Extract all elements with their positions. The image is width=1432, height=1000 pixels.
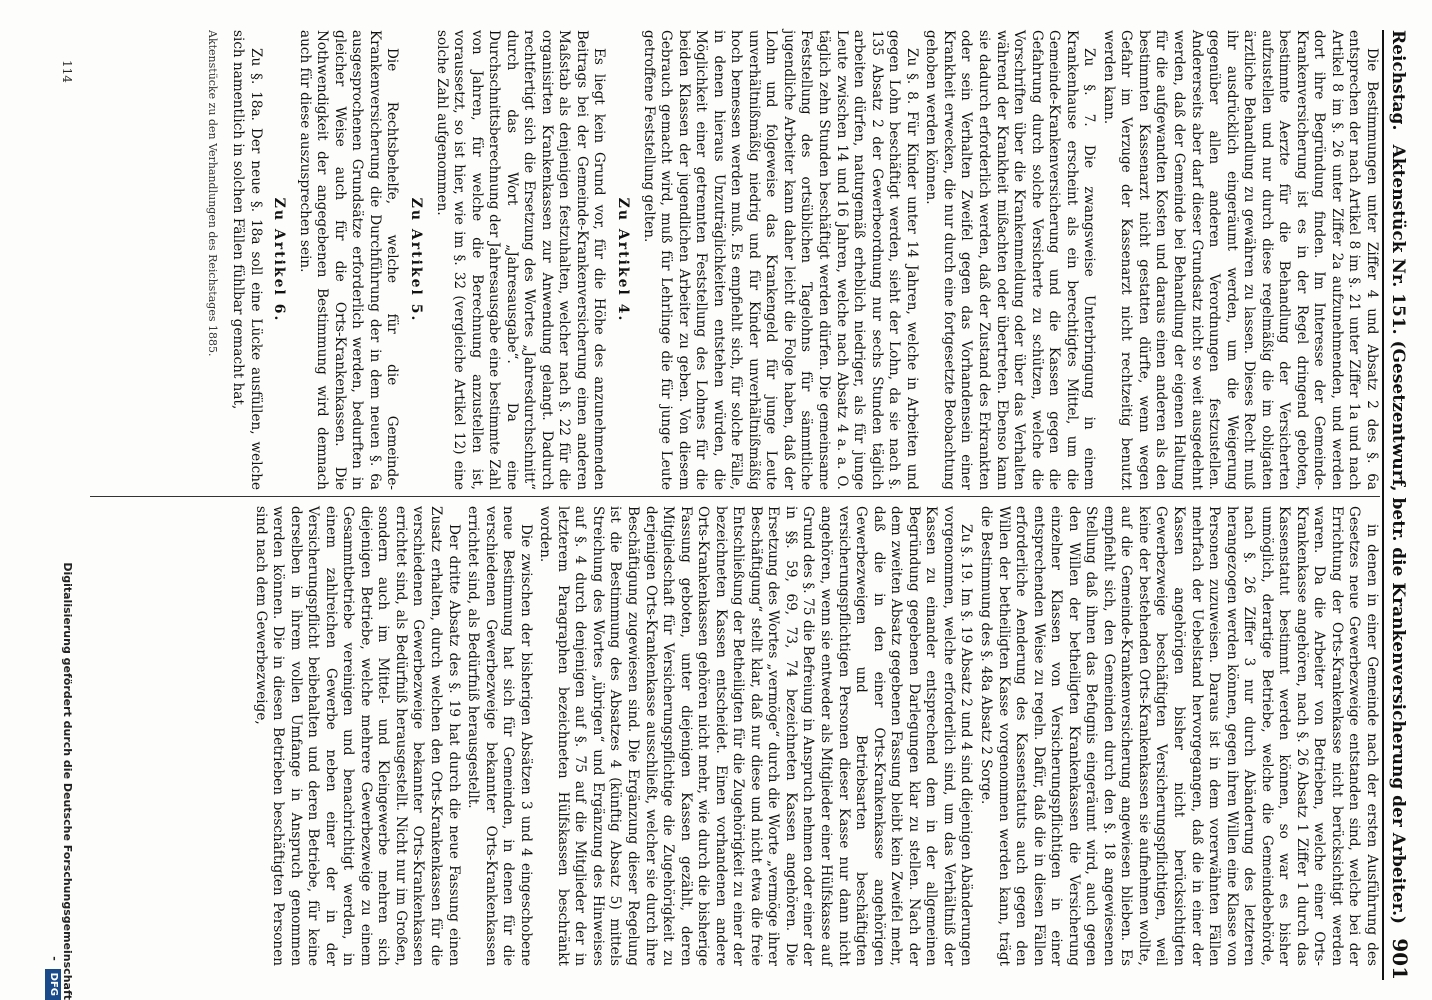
paragraph: Der dritte Absatz des §. 19 hat durch die neue Fassung einen Zusatz erhalten, durch welchen den Orts-Krankenkassen für die verschiedenen Gewerbezweige bekannter Orts-Krankenkassen errichtet sind, als Bedürfniß herausgestellt. Nicht nur im Großen, sondern auch im Mittel- und Kleingewerbe mehren sich diejenigen Betriebe, welche mehrere Gewerbezweige zu einem Gesammtbetriebe vereinigen und benachrichtigt werden, in einem zahlreichen Gewerbe neben einer der in der Versicherungspflicht beibehalten und deren Betriebe, für keine derselben in ihrem vollen Umfange in Anspruch genommen werden können. Die in diesen Betrieben beschäftigten Personen sind nach dem Gewerbezweige, — [252, 506, 462, 966]
paragraph: Die Bestimmungen unter Ziffer 4 und Absatz 2 des §. 6a entsprechen der nach Artikel 8 im §. 21 unter Ziffer 1a und nach Artikel 8 im §. 26 unter Ziffer 2a aufzunehmenden, und werden dort ihre Begründung finden. Im Interesse der Gemeinde-Krankenversicherung ist es in der Regel dringend geboten, bestimmte Aerzte für die Behandlung der Versicherten aufzustellen und nur durch diese regelmäßig die im obligaten ärztliche Behandlung zu gewähren zu lassen. Dieses Recht muß ihr ausdrücklich eingeräumt werden, um die Weigerung gegenüber allen anderen Verordnungen festzustellen. Andererseits aber darf dieser Grundsatz nicht so weit ausgedehnt werden, daß der Gemeinde bei Behandlung der eigenen Haltung für die aufgewandten Kosten und daraus einen anderen als den bestimmten Kassenarzt nicht gestatten dürfte, wenn wegen Gefahr im Verzuge der Kassenarzt nicht rechtzeitig benutzt werden kann. — [1100, 30, 1380, 490]
dfg-logo: DFG — [45, 969, 61, 1000]
section-heading: Zu Artikel 4. — [615, 197, 632, 323]
header-left: Reichstag. — [1388, 30, 1408, 131]
paragraph: Es liegt kein Grund vor, für die Höhe des anzunehmenden Beitrags bei der Gemeinde-Krankenversicherung einen anderen Maßstab als denjenigen festzuhalten, welcher nach §. 22 für die organisirten Krankenkassen zur Anwendung gelangt. Dadurch rechtfertigt sich die Ersetzung des Wortes „Jahresdurchschnitt“ durch das Wort „Jahresausgabe“. Da eine Durchschnittsberechnung der Jahresausgabe eine bestimmte Zahl von Jahren, für welche die Berechnung anzustellen ist, voraussetzt, so ist hier, wie im §. 32 (vergleiche Artikel 12) eine solche Zahl aufgenommen. — [433, 30, 608, 490]
page-header — [1382, 30, 1426, 980]
page-footer — [46, 0, 76, 1000]
digitization-text: Digitalisierung gefördert durch die Deutsche Forschungsgemeinschaft - — [48, 562, 74, 1000]
header-title: Aktenstück Nr. 151. (Gesetzentwurf, betr. die Krankenversicherung der Arbeiter.) — [1388, 144, 1408, 925]
paragraph: in denen in einer Gemeinde nach der ersten Ausführung des Gesetzes neue Gewerbezweige entstanden sind, welche bei der Errichtung der Orts-Krankenkasse nicht berücksichtigt werden waren. Da die Arbeiter von Betrieben, welche einer Orts-Krankenkasse angehören, nach §. 26 Absatz 1 Ziffer 1 durch das Kassenstatut bestimmt werden können, so war es bisher unmöglich, derartige Betriebe, welche die Gemeindebehörde, nach §. 26 Ziffer 3 nur durch Abänderung des letzteren herangezogen werden können, gegen ihren Willen eine Klasse von Personen zuzuweisen. Daraus ist in dem vorerwähnten Fällen mehrfach der Uebelstand hervorgegangen, daß die in einer der Kassen angehörigen bisher nicht berücksichtigten Gewerbezweige beschäftigten Versicherungspflichtigen, weil keine der bestehenden Orts-Krankenkassen sie aufnehmen wollte, auf die Gemeinde-Krankenversicherung angewiesen blieben. Es empfiehlt sich, den Gemeinden durch den §. 18 angewiesenen Stellung daß ihnen das Befugnis eingeräumt wird, auch gegen den Willen der betheiligten Krankenkassen die Versicherung einzelner Klassen von Versicherungspflichtigen in einer entsprechenden Weise zu regeln. Dafür, daß die in diesen Fällen erforderliche Aenderung des Kassenstatuts auch gegen den Willen der betheiligten Kasse vorgenommen werden kann, trägt die Bestimmung des §. 48a Absatz 2 Sorge. — [977, 506, 1380, 966]
paragraph: Zu §. 7. Die zwangsweise Unterbringung in einem Krankenhause erscheint als ein berechtigtes Mittel, um die Gemeinde-Krankenversicherung und die Kassen gegen die Gefahrung durch solche Versicherte zu schützen, welche die Vorschriften über die Krankenmeldung oder über das Verhalten während der Krankheit mißachten oder übertreten. Ebenso kann sie dadurch erforderlich werden, daß der Zustand des Erkrankten oder sein Verhalten Zweifel gegen das Vorhandensein einer Krankheit erwecken, die nur durch eine fortgesetzte Beobachtung gehoben werden können. — [923, 30, 1098, 490]
section-heading: Zu Artikel 5. — [408, 197, 425, 323]
paragraph: Die Rechtsbehelfe, welche für die Gemeinde-Krankenversicherung die Durchführung der in dem neuen §. 6a ausgesprochenen Grundsätze erforderlich werden, bedurften in gleicher Weise auch für die Orts-Krankenkassen. Die Nothwendigkeit der angegebenen Bestimmung wird demnach auch für diese auszusprechen sein. — [296, 30, 401, 490]
digitization-notice — [45, 560, 74, 1000]
paragraph: Zu §. 8. Für Kinder unter 14 Jahren, welche in Arbeiten und gegen Lohn beschäftigt werden, sieht der Lohn, da sie nach §. 135 Absatz 2 der Gewerbeordnung nur sechs Stunden täglich arbeiten dürfen, naturgemäß erheblich niedriger, als für junge Leute zwischen 14 und 16 Jahren, welche nach Absatz 4 a. a. O. täglich zehn Stunden beschäftigt werden dürfen. Die gemeinsame Feststellung des ortsüblichen Tagelohns für sämmtliche jugendliche Arbeiter kann daher leicht die Folge haben, daß der Lohn und folgeweise das Krankengeld für junge Leute unverhältnißmäßig niedrig und für Kinder unverhältnißmäßig hoch bemessen werden muß. Es empfiehlt sich, für solche Fälle, in denen hieraus Unzuträglichkeiten entstehen würden, die Möglichkeit einer getrennten Feststellung des Lohnes für die beiden Klassen der jugendlichen Arbeiter zu geben. Von diesem Gebrauch gemacht wird, muß für Lehrlinge die für junge Leute getroffene Feststellung gelten. — [640, 30, 920, 490]
column-divider — [90, 496, 1380, 497]
paragraph: Zu §. 18a. Der neue §. 18a soll eine Lücke ausfüllen, welche sich namentlich in solchen Fällen fühlbar gemacht hat, — [230, 30, 264, 490]
column-left — [90, 30, 1380, 490]
paragraph: Die zwischen der bisherigen Absätzen 3 und 4 eingeschobene neue Bestimmung hat sich für Gemeinden, in denen für die verschiedenen Gewerbezweige bekannter Orts-Krankenkassen errichtet sind, als Bedürfniß herausgestellt. — [465, 506, 534, 966]
paragraph: Zu §. 19. Im §. 19 Absatz 2 und 4 sind diejenigen Abänderungen vorgenommen, welche erforderlich sind, um das Verhältniß der Kassen zu einander entsprechend dem in der allgemeinen Begründung gegebenen Darlegungen klar zu stellen. Nach der dem zweiten Absatz gegebenen Fassung bleibt kein Zweifel mehr, daß die in den einer Orts-Krankenkasse angehörigen Gewerbezweigen und Betriebsarten beschäftigten versicherungspflichtigen Personen dieser Kasse nur dann nicht angehören, wenn sie entweder als Mitglieder einer Hülfskasse auf Grund des §. 75 die Befreiung in Anspruch nehmen oder einer der in §§. 59, 69, 73, 74 bezeichneten Kassen angehören. Die Ersetzung des Wortes „vermöge“ durch die Worte „vermöge ihrer Beschäftigung“ stellt klar, daß nur diese und nicht etwa die freie Entschließung der Betheiligten für die Zugehörigkeit zu einer der bezeichneten Kassen entscheidet. Einen vorhandenen andere Orts-Krankenkassen gehören nicht mehr, wie durch die bisherige Fassung geboten, unter diejenigen Kassen gezählt, deren Mitgliedschaft für Versicherungspflichtige die Zugehörigkeit zu derjenigen Orts-Krankenkasse ausschließt, welcher sie durch ihre Beschäftigung zugewiesen sind. Die Ergänzung dieser Regelung ist die Bestimmung des Absatzes 4 (künftig Absatz 5) mittels Streichung des Wortes „übrigen“ und Ergänzung des Hinweises auf §. 4 durch denjenigen auf §. 75 auf die Mitglieder der in letzterem Paragraphen bezeichneten Hülfskassen beschränkt worden. — [537, 506, 975, 966]
footnote: Aktenstücke zu den Verhandlungen des Reichstages 1885. — [205, 30, 219, 357]
rotated-page-content — [40, 0, 1432, 1000]
section-heading: Zu Artikel 6. — [271, 197, 288, 323]
page-number: 901 — [1388, 938, 1412, 980]
column-right — [90, 506, 1380, 966]
sheet-number: 114 — [60, 60, 74, 83]
